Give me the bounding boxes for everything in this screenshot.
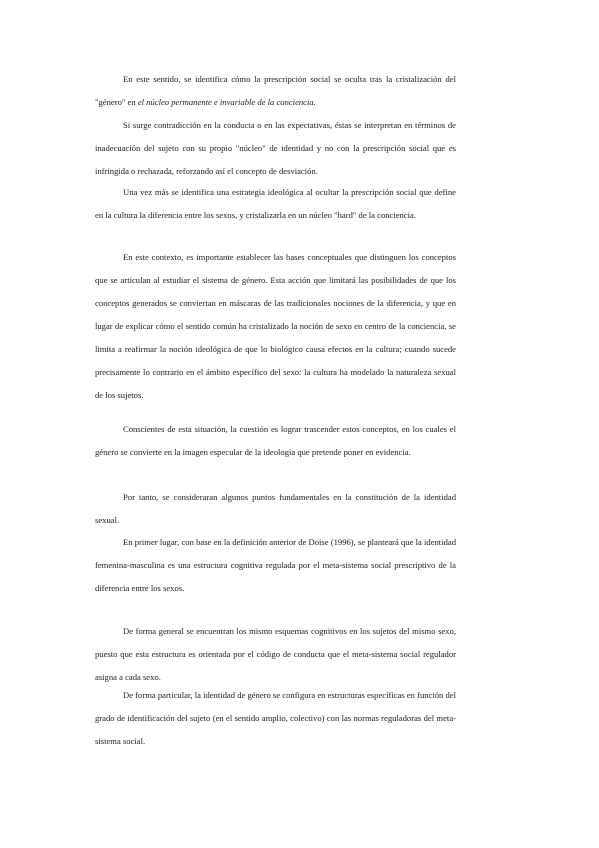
paragraph-3: Una vez más se identifica una estrategia ideológica al ocultar la prescripción social que define en la cultura la diferencia entre los sexos, y cristalizarla en un núcleo "hard" de la conciencia. xyxy=(95,187,456,220)
paragraph-1-text: En este sentido, se identifica cómo la prescripción social se oculta tras la cristalización del "género" en xyxy=(95,74,456,107)
paragraph-1-italic: el núcleo permanente e invariable de la conciencia. xyxy=(137,97,316,107)
paragraph-7: En primer lugar, con base en la definición anterior de Doise (1996), se planteará que la identidad femenina-masculina es una estructura cognitiva regulada por el meta-sistema social prescriptivo de la diferencia entre los sexos. xyxy=(95,537,456,593)
paragraph-5: Conscientes de esta situación, la cuestión es lograr trascender estos conceptos, en los cuales el género se convierte en la imagen especular de la ideología que pretende poner en evidencia. xyxy=(95,424,456,457)
paragraph-4: En este contexto, es importante establecer las bases conceptuales que distinguen los conceptos que se articulan al estudiar el sistema de género. Esta acción que limitará las posibilidades de que los conceptos generados se conviertan en máscaras de las tradicionales nociones de la diferencia, y que en lugar de explicar cómo el sentido común ha cristalizado la noción de sexo en centro de la conciencia, se limita a reafirmar la noción ideológica de que lo biológico causa efectos en la cultura; cuando sucede precisamente lo contrario en el ámbito específico del sexo: la cultura ha modelado la naturaleza sexual de los sujetos. xyxy=(95,252,456,400)
paragraph-8: De forma general se encuentran los mismo esquemas cognitivos en los sujetos del mismo sexo, puesto que esta estructura es orientada por el código de conducta que el meta-sistema social regulador asigna a cada sexo. xyxy=(95,626,456,682)
paragraph-9: De forma particular, la identidad de género se configura en estructuras específicas en función del grado de identificación del sujeto (en el sentido amplio, colectivo) con las normas reguladoras del meta-sistema social. xyxy=(95,690,456,746)
paragraph-2: Si surge contradicción en la conducta o en las expectativas, éstas se interpretan en términos de inadecuación del sujeto con su propio "núcleo" de identidad y no con la prescripción social que es infringida o rechazada, reforzando así el concepto de desviación. xyxy=(95,120,456,176)
paragraph-1 xyxy=(95,68,456,114)
paragraph-6: Por tanto, se consideraran algunos puntos fundamentales en la constitución de la identidad sexual. xyxy=(95,492,456,525)
